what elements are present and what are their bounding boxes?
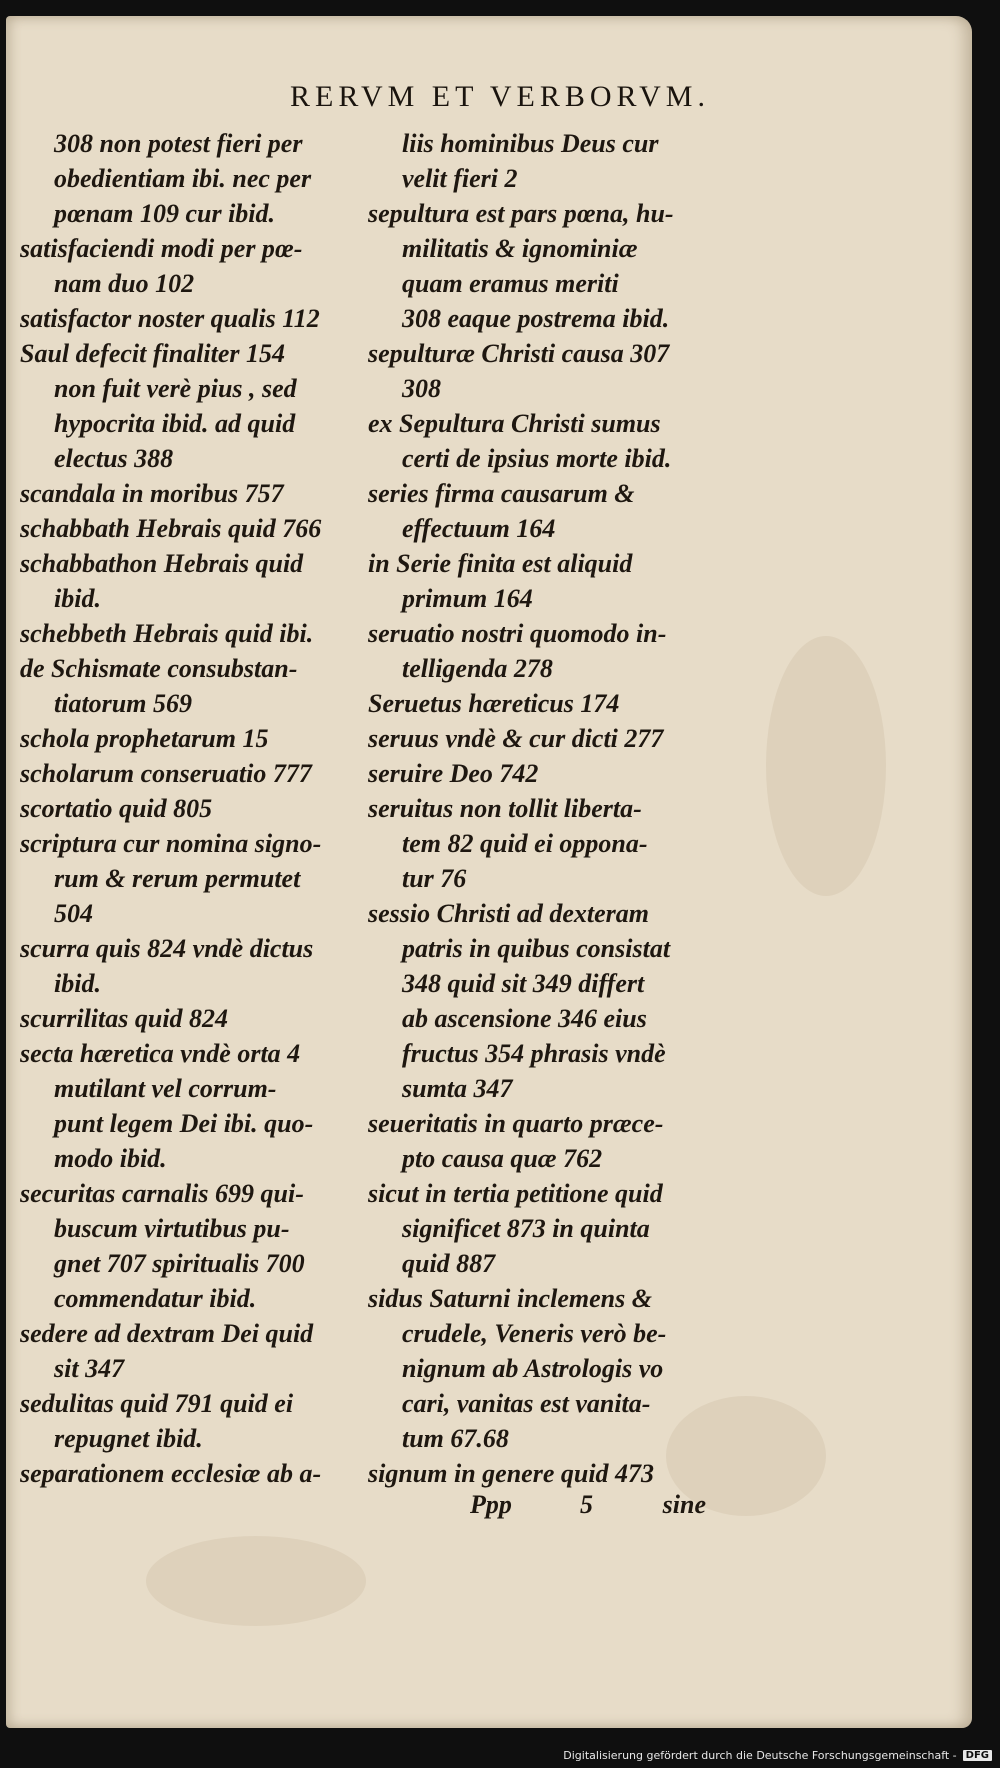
index-entry-line: ab ascensione 346 eius <box>402 1004 647 1033</box>
index-entry-line: signum in genere quid 473 <box>368 1459 655 1488</box>
index-entry-line: schabbath Hebrais quid 766 <box>20 514 322 543</box>
index-entry-line: pto causa quæ 762 <box>402 1144 603 1173</box>
index-entry-line: fructus 354 phrasis vndè <box>402 1039 666 1068</box>
index-entry-line: satisfactor noster qualis 112 <box>20 304 320 333</box>
index-entry-line: sepulturæ Christi causa 307 <box>368 339 670 368</box>
index-entry-line: gnet 707 spiritualis 700 <box>54 1249 305 1278</box>
index-entry-line: mutilant vel corrum- <box>54 1074 277 1103</box>
index-entry-line: 308 eaque postrema ibid. <box>402 304 670 333</box>
index-entry-line: tum 67.68 <box>402 1424 509 1453</box>
index-entry-line: ibid. <box>54 969 101 998</box>
index-entry-line: tiatorum 569 <box>54 689 192 718</box>
index-entry-line: 308 <box>402 374 441 403</box>
index-entry-line: schabbathon Hebrais quid <box>20 549 304 578</box>
index-entry-line: quam eramus meriti <box>402 269 619 298</box>
index-entry-line: scandala in moribus 757 <box>20 479 284 508</box>
index-entry-line: sessio Christi ad dexteram <box>368 899 649 928</box>
index-entry-line: repugnet ibid. <box>54 1424 203 1453</box>
index-entry-line: sedulitas quid 791 quid ei <box>20 1389 294 1418</box>
index-entry-line: effectuum 164 <box>402 514 556 543</box>
catchword: sine <box>662 1490 706 1519</box>
index-entry-line: seruitus non tollit liberta- <box>368 794 642 823</box>
index-entry-line: scortatio quid 805 <box>20 794 213 823</box>
index-entry-line: ex Sepultura Christi sumus <box>368 409 661 438</box>
index-entry-line: buscum virtutibus pu- <box>54 1214 290 1243</box>
index-entry-line: electus 388 <box>54 444 174 473</box>
index-entry-line: sidus Saturni inclemens & <box>368 1284 652 1313</box>
index-entry-line: nam duo 102 <box>54 269 195 298</box>
index-column-left <box>20 126 346 1491</box>
index-entry-line: scurra quis 824 vndè dictus <box>20 934 314 963</box>
signature-mark: Ppp <box>470 1490 512 1519</box>
index-entry-line: scriptura cur nomina signo- <box>20 829 322 858</box>
index-entry-line: schola prophetarum 15 <box>20 724 269 753</box>
index-entry-line: satisfaciendi modi per pœ- <box>20 234 303 263</box>
index-entry-line: scurrilitas quid 824 <box>20 1004 229 1033</box>
index-entry-line: sepultura est pars pœna, hu- <box>368 199 674 228</box>
index-entry-line: primum 164 <box>402 584 533 613</box>
index-entry-line: velit fieri 2 <box>402 164 518 193</box>
index-entry-line: ibid. <box>54 584 101 613</box>
index-column-right <box>368 126 704 1491</box>
index-entry-line: 308 non potest fieri per <box>54 129 303 158</box>
index-entry-line: patris in quibus consistat <box>402 934 671 963</box>
index-entry-line: 504 <box>54 899 93 928</box>
index-entry-line: Saul defecit finaliter 154 <box>20 339 286 368</box>
footer-credit: Digitalisierung gefördert durch die Deutsche Forschungsgemeinschaft - <box>563 1749 957 1762</box>
index-entry-line: militatis & ignominiæ <box>402 234 638 263</box>
paper-stain <box>766 636 886 896</box>
index-entry-line: schebbeth Hebrais quid ibi. <box>20 619 314 648</box>
index-entry-line: modo ibid. <box>54 1144 167 1173</box>
index-entry-line: 348 quid sit 349 differt <box>402 969 645 998</box>
index-entry-line: liis hominibus Deus cur <box>402 129 659 158</box>
running-header: RERVM ET VERBORVM. <box>290 80 710 113</box>
index-entry-line: seueritatis in quarto præce- <box>368 1109 664 1138</box>
index-entry-line: tur 76 <box>402 864 467 893</box>
index-entry-line: pœnam 109 cur ibid. <box>54 199 276 228</box>
index-entry-line: punt legem Dei ibi. quo- <box>54 1109 314 1138</box>
index-entry-line: seruus vndè & cur dicti 277 <box>368 724 664 753</box>
index-entry-line: seruatio nostri quomodo in- <box>368 619 667 648</box>
index-entry-line: commendatur ibid. <box>54 1284 257 1313</box>
index-entry-line: rum & rerum permutet <box>54 864 301 893</box>
index-entry-line: separationem ecclesiæ ab a- <box>20 1459 322 1488</box>
index-entry-line: significet 873 in quinta <box>402 1214 650 1243</box>
index-entry-line: sit 347 <box>54 1354 125 1383</box>
index-entry-line: sedere ad dextram Dei quid <box>20 1319 314 1348</box>
index-entry-line: crudele, Veneris verò be- <box>402 1319 667 1348</box>
index-entry-line: telligenda 278 <box>402 654 553 683</box>
catchline <box>470 1490 706 1525</box>
index-entry-line: de Schismate consubstan- <box>20 654 298 683</box>
digitization-footer <box>563 1749 992 1762</box>
index-entry-line: hypocrita ibid. ad quid <box>54 409 296 438</box>
index-entry-line: quid 887 <box>402 1249 496 1278</box>
index-entry-line: seruire Deo 742 <box>368 759 539 788</box>
signature-number: 5 <box>580 1490 593 1519</box>
index-entry-line: obedientiam ibi. nec per <box>54 164 312 193</box>
index-entry-line: certi de ipsius morte ibid. <box>402 444 672 473</box>
index-entry-line: non fuit verè pius , sed <box>54 374 297 403</box>
dfg-logo: DFG <box>963 1750 992 1761</box>
index-entry-line: nignum ab Astrologis vo <box>402 1354 664 1383</box>
index-entry-line: secta hæretica vndè orta 4 <box>20 1039 301 1068</box>
index-entry-line: in Serie finita est aliquid <box>368 549 633 578</box>
index-entry-line: tem 82 quid ei oppona- <box>402 829 648 858</box>
index-entry-line: cari, vanitas est vanita- <box>402 1389 651 1418</box>
index-entry-line: sumta 347 <box>402 1074 513 1103</box>
index-entry-line: sicut in tertia petitione quid <box>368 1179 663 1208</box>
index-entry-line: Seruetus hæreticus 174 <box>368 689 620 718</box>
index-entry-line: series firma causarum & <box>368 479 635 508</box>
index-entry-line: securitas carnalis 699 qui- <box>20 1179 304 1208</box>
index-entry-line: scholarum conseruatio 777 <box>20 759 312 788</box>
paper-stain <box>146 1536 366 1626</box>
